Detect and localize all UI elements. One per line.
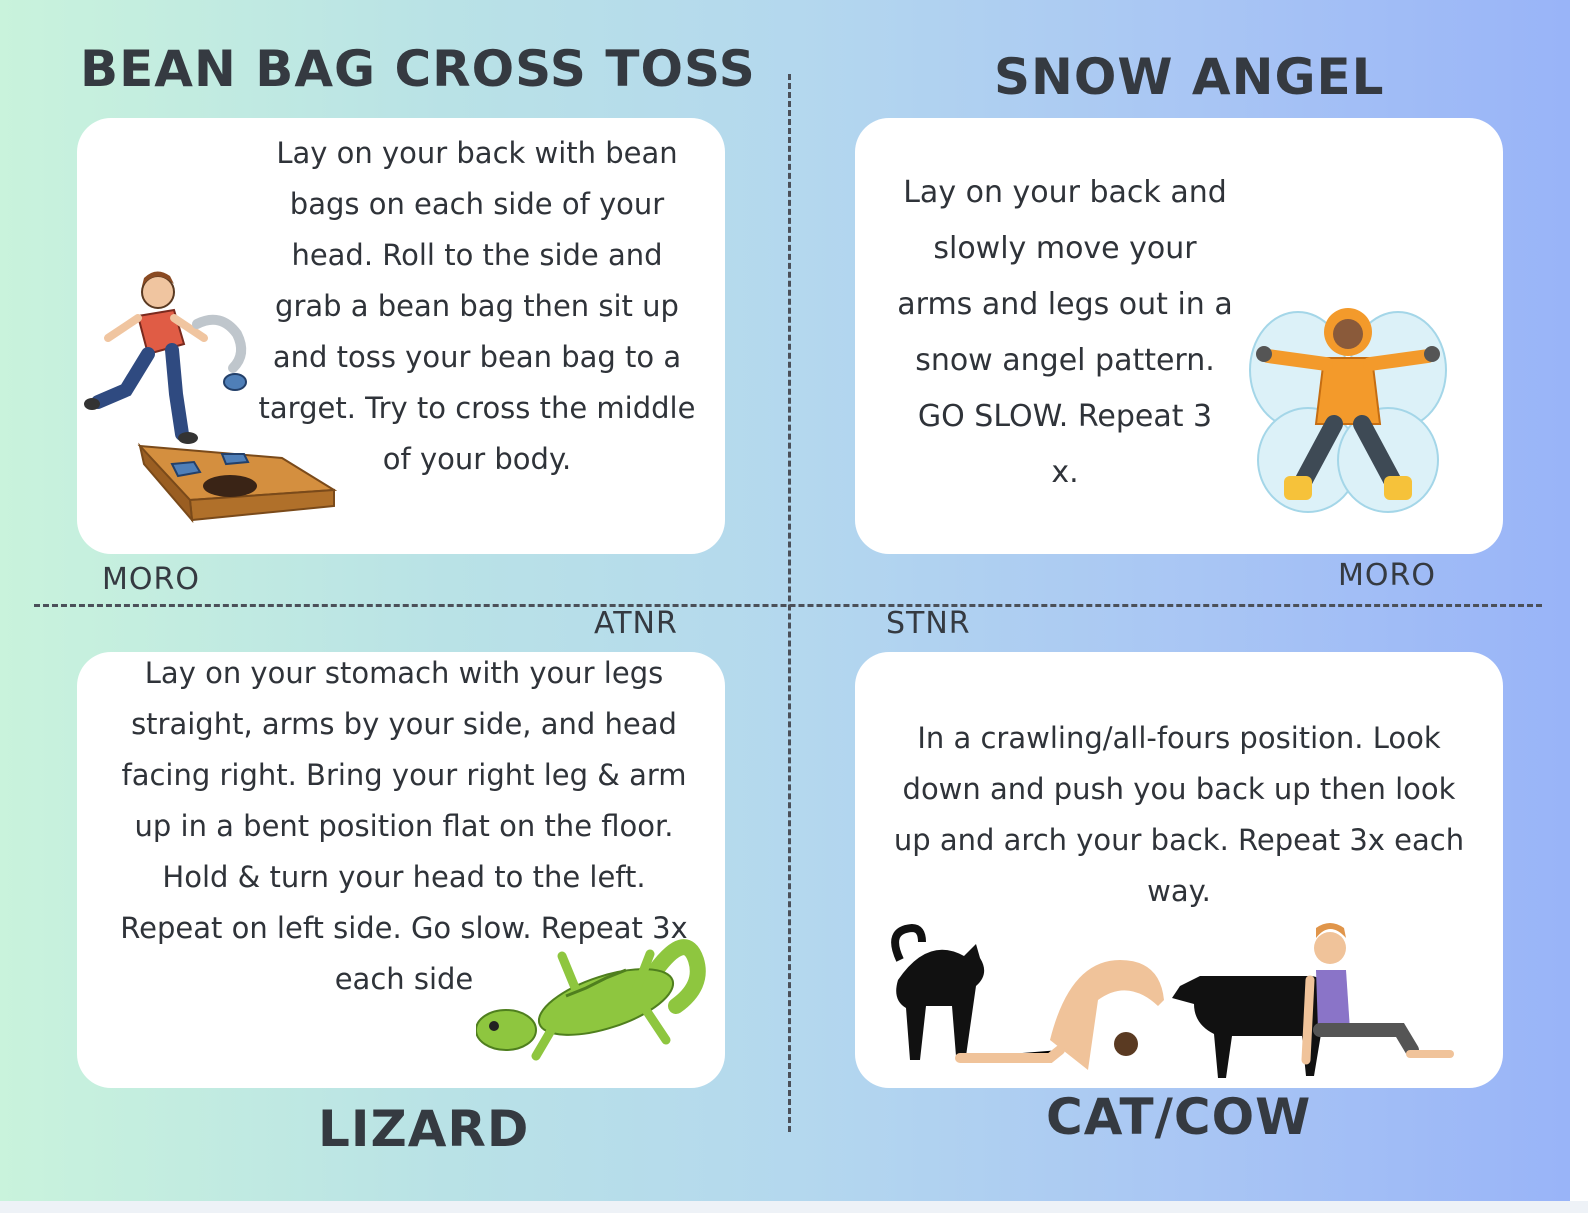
reflex-tag-stnr: STNR — [886, 606, 971, 641]
title-snow-angel: SNOW ANGEL — [994, 48, 1385, 106]
bean-bag-toss-illustration — [72, 268, 342, 558]
vertical-divider — [788, 74, 791, 1132]
title-bean-bag-cross-toss: BEAN BAG CROSS TOSS — [80, 40, 756, 98]
instructions-lizard: Lay on your stomach with your legs straight, arms by your side, and head facing right. Bring your right leg & arm up in a bent position flat on the floor. Hold & turn your head to the left. Repeat on left side. Go slow. Repeat 3x each side — [120, 656, 688, 996]
reflex-tag-atnr: ATNR — [594, 606, 678, 641]
page-edge-bottom — [0, 1201, 1588, 1213]
reflex-tag-moro-right: MORO — [1338, 558, 1436, 593]
page-edge — [1570, 0, 1588, 1213]
instructions-snow-angel: Lay on your back and slowly move your arms and legs out in a snow angel pattern. GO SLOW. Repeat 3 x. — [897, 175, 1233, 490]
horizontal-divider — [34, 604, 1542, 607]
cat-cow-illustration — [880, 920, 1480, 1080]
title-lizard: LIZARD — [318, 1100, 530, 1158]
instructions-cat-cow: In a crawling/all-fours position. Look down and push you back up then look up and arch your back. Repeat 3x each way. — [893, 721, 1465, 908]
lizard-illustration — [476, 930, 716, 1080]
title-cat-cow: CAT/COW — [1046, 1088, 1312, 1146]
instructions-bean-bag-cross-toss: Lay on your back with bean bags on each side of your head. Roll to the side and grab a bean bag then sit up and toss your bean bag to a target. Try to cross the middle of your body. — [258, 136, 696, 476]
snow-angel-illustration — [1248, 300, 1448, 520]
reflex-tag-moro-left: MORO — [102, 562, 200, 597]
